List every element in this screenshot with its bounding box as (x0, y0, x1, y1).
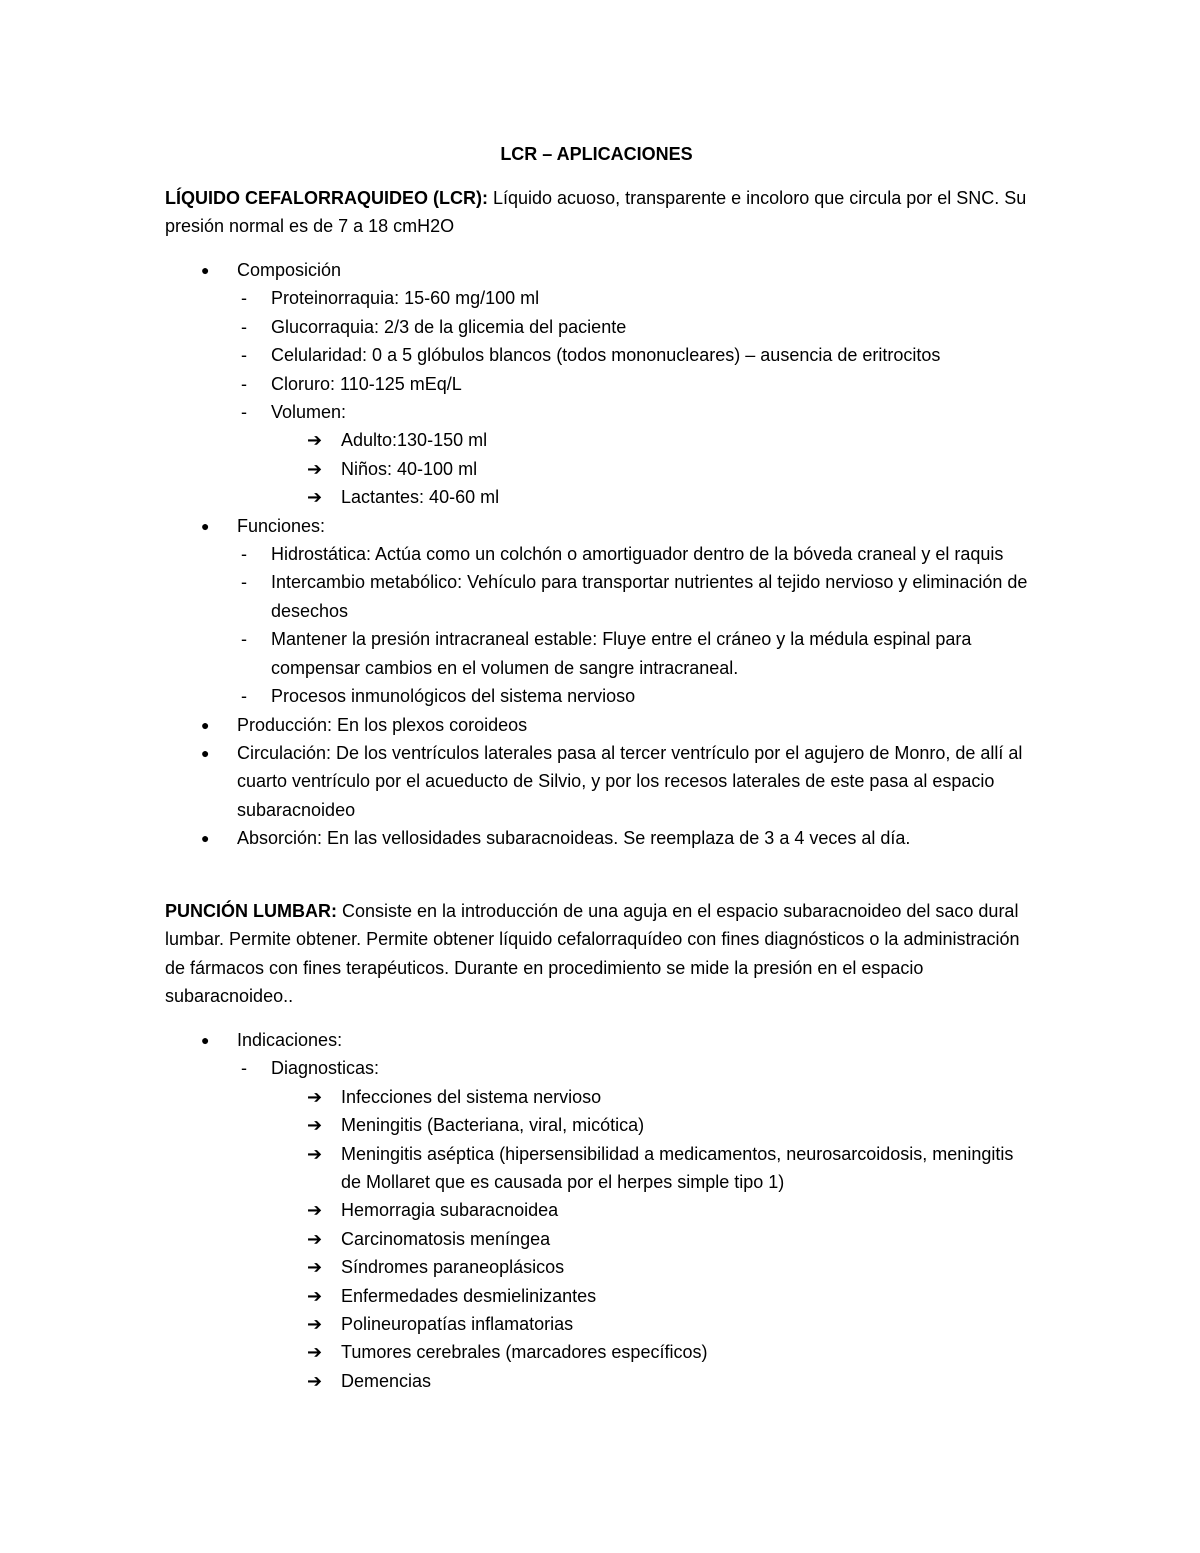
list-item-text: Meningitis (Bacteriana, viral, micótica) (341, 1115, 645, 1136)
list-item-text: Niños: 40-100 ml (341, 458, 478, 479)
list-item-text: Carcinomatosis meníngea (341, 1228, 551, 1249)
list-item (237, 284, 1035, 312)
list-item (271, 483, 1035, 511)
bullet-indicaciones (165, 1026, 1035, 1395)
list-item (271, 1367, 1035, 1395)
arrow-icon: ➔ (307, 1115, 323, 1136)
intro-term: LÍQUIDO CEFALORRAQUIDEO (LCR): (165, 188, 488, 208)
intro-paragraph (165, 184, 1035, 241)
puncion-term: PUNCIÓN LUMBAR: (165, 901, 337, 921)
diagnosticas-list (271, 1083, 1035, 1395)
arrow-icon: ➔ (307, 1086, 323, 1107)
arrow-icon: ➔ (307, 1257, 323, 1278)
list-item-text: Volumen: (271, 402, 347, 423)
list-item-text: Intercambio metabólico: Vehículo para transportar nutrientes al tejido nervioso y eliminación de desechos (271, 572, 1028, 621)
list-item (237, 313, 1035, 341)
bullet-icon: ● (201, 744, 210, 761)
list-item (271, 1338, 1035, 1366)
bullet-icon: ● (201, 716, 210, 733)
absorcion-text: Absorción: En las vellosidades subaracnoideas. Se reemplaza de 3 a 4 veces al día. (237, 828, 911, 849)
dash-icon: - (241, 686, 247, 707)
list-item-text: Hemorragia subaracnoidea (341, 1200, 559, 1221)
list-item-text: Proteinorraquia: 15-60 mg/100 ml (271, 288, 540, 309)
list-item-text: Glucorraquia: 2/3 de la glicemia del paciente (271, 316, 627, 337)
list-item (271, 1310, 1035, 1338)
list-item (271, 1253, 1035, 1281)
indicaciones-list (237, 1054, 1035, 1395)
diagnosticas-label: Diagnosticas: (271, 1058, 380, 1079)
bullet-icon: ● (201, 262, 210, 278)
arrow-icon: ➔ (307, 1200, 323, 1221)
list-item (237, 341, 1035, 369)
arrow-icon: ➔ (307, 1314, 323, 1335)
list-item-text: Infecciones del sistema nervioso (341, 1086, 602, 1107)
puncion-text: Consiste en la introducción de una aguja en el espacio subaracnoideo del saco dural lumbar. Permite obtener. Permite obtener líquido cefalorraquídeo con fines diagnósticos o la administración de fármacos con fines terapéuticos. Durante en procedimiento se mide la presión en el espacio subaracnoideo.. (165, 901, 1020, 1007)
list-item (237, 682, 1035, 710)
dash-icon: - (241, 345, 247, 366)
list-item-text: Tumores cerebrales (marcadores específicos) (341, 1342, 708, 1363)
bullet-composicion (165, 256, 1035, 512)
arrow-icon: ➔ (307, 430, 323, 451)
list-item (237, 540, 1035, 568)
list-item (271, 1111, 1035, 1139)
bullet-icon: ● (201, 1032, 210, 1048)
list-item (271, 1225, 1035, 1253)
composicion-list (237, 284, 1035, 511)
dash-icon: - (241, 572, 247, 593)
arrow-icon: ➔ (307, 1370, 323, 1391)
list-item-text: Procesos inmunológicos del sistema nervioso (271, 686, 636, 707)
dash-icon: - (241, 1058, 247, 1079)
list-item (271, 1140, 1035, 1197)
arrow-icon: ➔ (307, 1228, 323, 1249)
arrow-icon: ➔ (307, 487, 323, 508)
list-item-text: Hidrostática: Actúa como un colchón o amortiguador dentro de la bóveda craneal y el raquis (271, 544, 1004, 565)
indicaciones-bullet-list (165, 1026, 1035, 1395)
list-item-text: Mantener la presión intracraneal estable: Fluye entre el cráneo y la médula espinal para compensar cambios en el volumen de sangre intracraneal. (271, 629, 972, 678)
list-item-text: Adulto:130-150 ml (341, 430, 488, 451)
page-title: LCR – APLICACIONES (500, 144, 693, 164)
list-item (237, 370, 1035, 398)
funciones-label: Funciones: (237, 515, 326, 536)
lcr-bullet-list (165, 256, 1035, 853)
dash-icon: - (241, 316, 247, 337)
arrow-icon: ➔ (307, 1285, 323, 1306)
list-item (237, 1054, 1035, 1395)
list-item (237, 398, 1035, 512)
dash-icon: - (241, 373, 247, 394)
bullet-icon: ● (201, 830, 210, 847)
list-item (271, 426, 1035, 454)
indicaciones-label: Indicaciones: (237, 1030, 343, 1050)
list-item (271, 1083, 1035, 1111)
list-item-text: Demencias (341, 1370, 432, 1391)
arrow-icon: ➔ (307, 1143, 323, 1164)
bullet-icon: ● (201, 517, 210, 534)
bullet-funciones (165, 512, 1035, 711)
funciones-list (237, 540, 1035, 710)
list-item (271, 1282, 1035, 1310)
composicion-label: Composición (237, 260, 342, 280)
dash-icon: - (241, 402, 247, 423)
list-item (271, 455, 1035, 483)
list-item-text: Celularidad: 0 a 5 glóbulos blancos (todos mononucleares) – ausencia de eritrocitos (271, 345, 941, 366)
list-item-text: Enfermedades desmielinizantes (341, 1285, 597, 1306)
list-item-text: Meningitis aséptica (hipersensibilidad a medicamentos, neurosarcoidosis, meningitis de Mollaret que es causada por el herpes simple tipo 1) (341, 1143, 1014, 1193)
circulacion-text: Circulación: De los ventrículos laterales pasa al tercer ventrículo por el agujero de Monro, de allí al cuarto ventrículo por el acueducto de Silvio, y por los recesos laterales de este pasa al espacio subaracnoideo (237, 742, 1023, 820)
dash-icon: - (241, 544, 247, 565)
list-item (271, 1196, 1035, 1224)
dash-icon: - (241, 629, 247, 650)
list-item-text: Lactantes: 40-60 ml (341, 487, 500, 508)
volumen-list (271, 426, 1035, 511)
bullet-produccion (165, 711, 1035, 739)
list-item-text: Polineuropatías inflamatorias (341, 1314, 574, 1335)
arrow-icon: ➔ (307, 458, 323, 479)
list-item (237, 568, 1035, 625)
dash-icon: - (241, 288, 247, 309)
list-item-text: Síndromes paraneoplásicos (341, 1257, 565, 1278)
puncion-paragraph (165, 897, 1035, 1011)
produccion-text: Producción: En los plexos coroideos (237, 714, 528, 735)
list-item-text: Cloruro: 110-125 mEq/L (271, 373, 462, 394)
bullet-circulacion (165, 739, 1035, 824)
arrow-icon: ➔ (307, 1342, 323, 1363)
bullet-absorcion (165, 824, 1035, 852)
intro-text: Líquido acuoso, transparente e incoloro que circula por el SNC. Su presión normal es de 7 a 18 cmH2O (165, 188, 1027, 237)
list-item (237, 625, 1035, 682)
